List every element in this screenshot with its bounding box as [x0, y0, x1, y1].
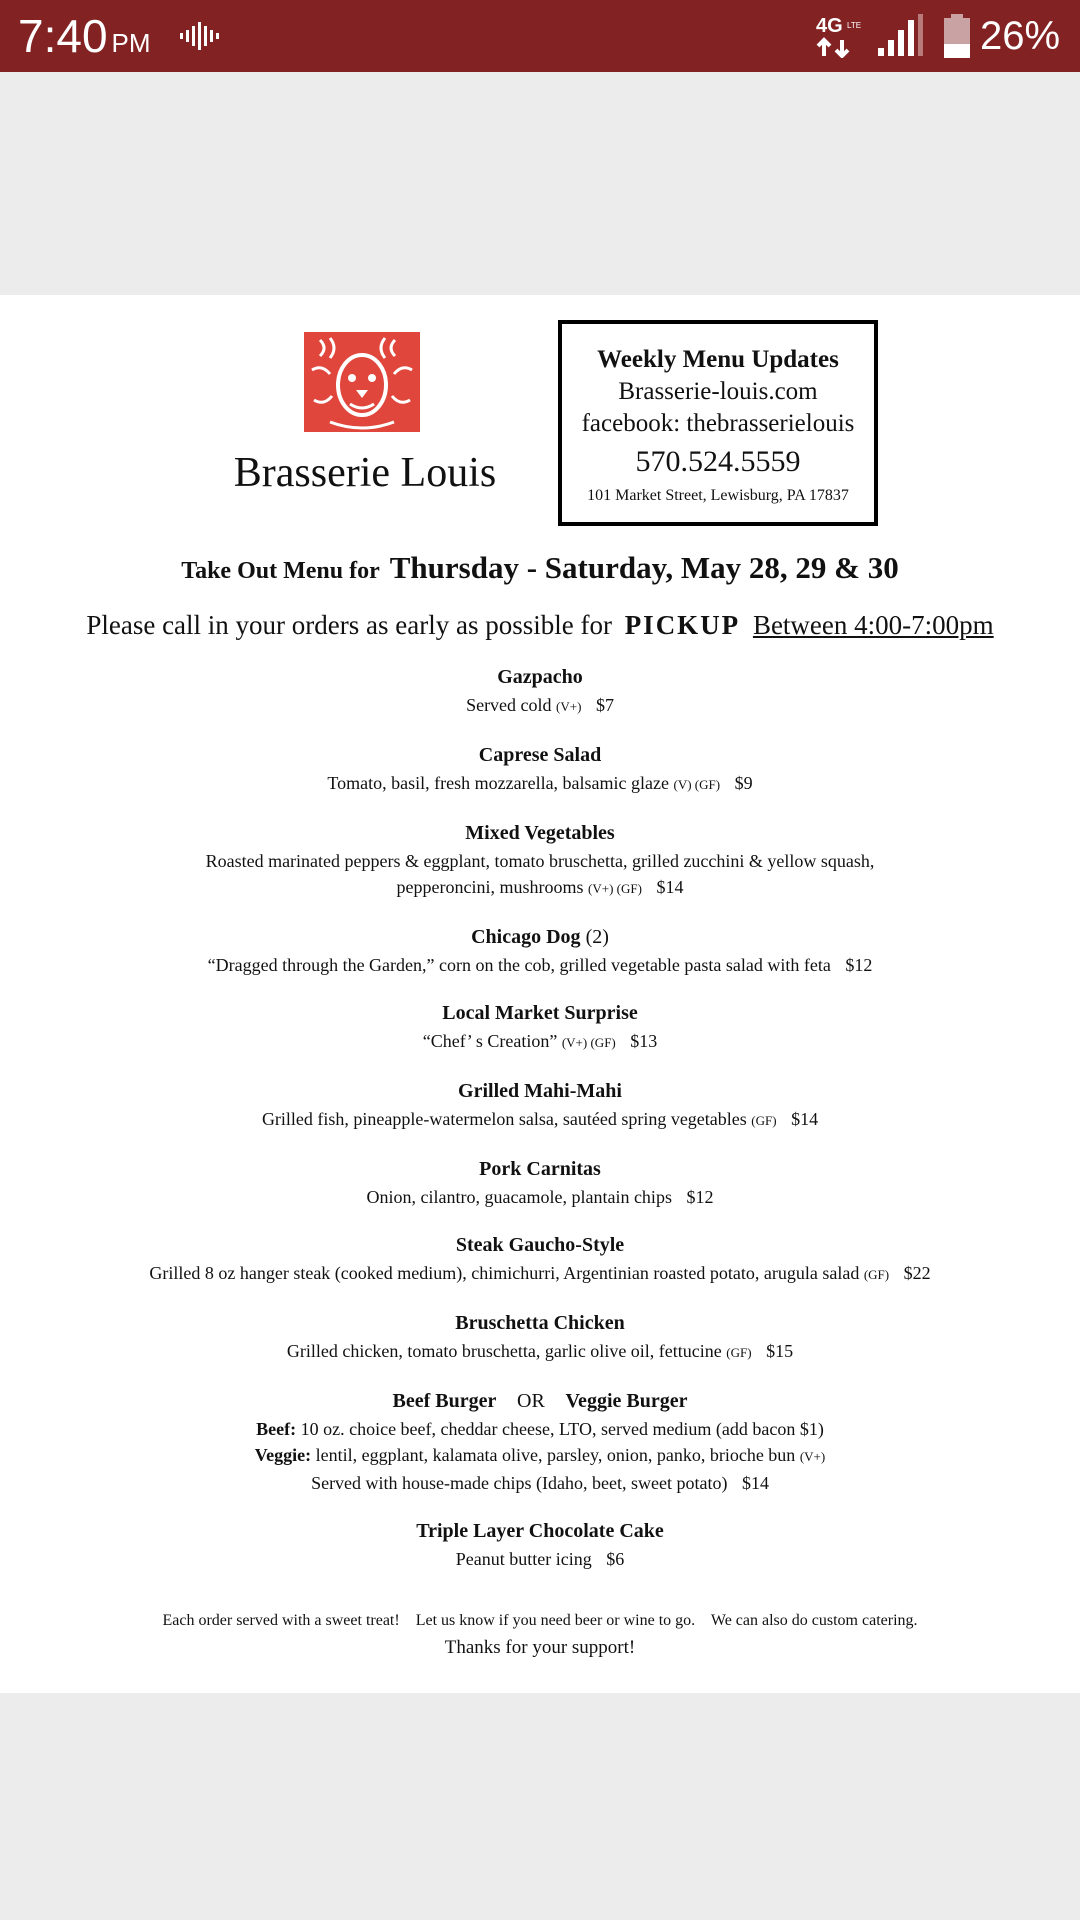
- item-name: [0, 1386, 1080, 1416]
- heading-prefix: Take Out Menu for: [181, 558, 380, 584]
- facebook-handle: facebook: thebrasserielouis: [581, 410, 855, 437]
- phone-number: 570.524.5559: [635, 445, 801, 478]
- item-name: Local Market Surprise: [442, 1002, 638, 1024]
- pickup-keyword: PICKUP: [624, 610, 741, 640]
- item-name: [0, 922, 1080, 952]
- menu-list: [0, 662, 1080, 1592]
- item-price: $12: [686, 1187, 714, 1207]
- item-price: $14: [741, 1473, 769, 1493]
- beef-desc-text: 10 oz. choice beef, cheddar cheese, LTO, served medium (add bacon $1): [300, 1419, 824, 1439]
- veggie-label: Veggie:: [254, 1445, 312, 1465]
- item-name: Grilled Mahi-Mahi: [458, 1080, 622, 1102]
- item-name-text: Chicago Dog: [471, 926, 581, 948]
- item-desc: [0, 1260, 1080, 1288]
- item-name: Gazpacho: [497, 666, 583, 688]
- address: 101 Market Street, Lewisburg, PA 17837: [587, 487, 849, 504]
- signal-icon: [876, 14, 924, 58]
- clock: [18, 8, 151, 71]
- menu-item-bruschetta-chicken: [0, 1308, 1080, 1366]
- menu-item-burger: [0, 1386, 1080, 1496]
- item-price: $13: [630, 1031, 658, 1051]
- info-box-title: Weekly Menu Updates: [597, 346, 839, 373]
- diet-tags: (V+): [556, 699, 582, 714]
- menu-item-grilled-mahi-mahi: [0, 1076, 1080, 1134]
- item-desc: [0, 1106, 1080, 1134]
- item-name: Mixed Vegetables: [465, 822, 615, 844]
- clock-time: 7:40: [18, 10, 108, 62]
- item-desc: [0, 1184, 1080, 1210]
- menu-item-gazpacho: [0, 662, 1080, 720]
- footer-notes: Each order served with a sweet treat! Let us know if you need beer or wine to go. We can also do custom catering.: [162, 1612, 918, 1629]
- website-link: Brasserie-louis.com: [618, 378, 818, 405]
- diet-tags: (V) (GF): [673, 777, 721, 792]
- svg-text:4G: 4G: [816, 15, 843, 37]
- or-separator: OR: [517, 1390, 545, 1412]
- item-name: Caprese Salad: [478, 744, 602, 766]
- item-desc: [0, 952, 1080, 978]
- menu-item-caprese-salad: [0, 740, 1080, 798]
- restaurant-name: Brasserie Louis: [233, 450, 497, 496]
- item-price: $9: [734, 773, 753, 793]
- item-desc-text: Peanut butter icing: [455, 1549, 592, 1569]
- burger-served: [0, 1470, 1080, 1496]
- diet-tags: (GF): [751, 1113, 777, 1128]
- diet-tags: (V+) (GF): [561, 1035, 616, 1050]
- clock-ampm: PM: [111, 28, 151, 58]
- item-desc-text: Onion, cilantro, guacamole, plantain chips: [366, 1187, 672, 1207]
- item-qty: (2): [585, 926, 609, 948]
- item-price: $22: [903, 1263, 931, 1283]
- status-bar: [0, 0, 1080, 72]
- pickup-window: Between 4:00-7:00pm: [752, 610, 994, 640]
- menu-item-chocolate-cake: [0, 1516, 1080, 1572]
- beef-burger-name: Beef Burger: [392, 1390, 497, 1412]
- item-desc: [0, 692, 1080, 720]
- lte-data-icon: [816, 12, 864, 58]
- item-desc-line1: Roasted marinated peppers & eggplant, tomato bruschetta, grilled zucchini & yellow squash,: [205, 851, 875, 871]
- item-desc-text: Grilled 8 oz hanger steak (cooked medium), chimichurri, Argentinian roasted potato, arugula salad: [149, 1263, 860, 1283]
- diet-tags: (GF): [726, 1345, 752, 1360]
- item-price: $15: [766, 1341, 794, 1361]
- pickup-instructions: [0, 603, 1080, 647]
- info-box: [558, 320, 878, 526]
- footer-thanks: Thanks for your support!: [444, 1637, 636, 1658]
- menu-item-mixed-vegetables: [0, 818, 1080, 902]
- item-desc-text: “Chef’ s Creation”: [422, 1031, 558, 1051]
- menu-heading: [0, 544, 1080, 595]
- item-price: $14: [656, 877, 684, 897]
- diet-tags: (V+) (GF): [588, 881, 642, 896]
- item-desc-text: pepperoncini, mushrooms: [396, 877, 584, 897]
- voicemail-wave-icon: [180, 20, 224, 52]
- item-desc: [0, 1028, 1080, 1056]
- menu-item-pork-carnitas: [0, 1154, 1080, 1210]
- item-desc-text: “Dragged through the Garden,” corn on the cob, grilled vegetable pasta salad with feta: [207, 955, 831, 975]
- item-desc-text: Served cold: [466, 695, 552, 715]
- veggie-desc-text: lentil, eggplant, kalamata olive, parsley, onion, panko, brioche bun: [315, 1445, 796, 1465]
- svg-text:LTE: LTE: [847, 21, 862, 30]
- item-name: Steak Gaucho-Style: [455, 1234, 625, 1256]
- item-desc-text: Grilled fish, pineapple-watermelon salsa, sautéed spring vegetables: [261, 1109, 747, 1129]
- item-desc-text: Grilled chicken, tomato bruschetta, garlic olive oil, fettucine: [286, 1341, 722, 1361]
- heading-dates: Thursday - Saturday, May 28, 29 & 30: [389, 550, 899, 585]
- beef-label: Beef:: [256, 1419, 297, 1439]
- item-desc: [0, 770, 1080, 798]
- battery-icon: [942, 14, 972, 58]
- item-name: Pork Carnitas: [479, 1158, 601, 1180]
- item-desc-text: Tomato, basil, fresh mozzarella, balsamic glaze: [327, 773, 670, 793]
- item-price: $12: [845, 955, 873, 975]
- menu-item-local-market-surprise: [0, 998, 1080, 1056]
- lion-logo-icon: [300, 330, 425, 435]
- diet-tags: (V+): [799, 1449, 826, 1464]
- item-price: $6: [606, 1549, 625, 1569]
- item-price: $7: [595, 695, 614, 715]
- menu-item-chicago-dog: [0, 922, 1080, 978]
- item-desc: [0, 1338, 1080, 1366]
- battery-percent: 26%: [980, 14, 1061, 58]
- diet-tags: (GF): [863, 1267, 890, 1282]
- item-price: $14: [791, 1109, 819, 1129]
- pickup-text: Please call in your orders as early as possible for: [86, 610, 612, 640]
- veggie-desc: [0, 1442, 1080, 1470]
- veggie-burger-name: Veggie Burger: [565, 1390, 688, 1412]
- item-desc: [0, 1546, 1080, 1572]
- item-desc-line2: [0, 874, 1080, 902]
- item-name: Triple Layer Chocolate Cake: [416, 1520, 664, 1542]
- served-with-text: Served with house-made chips (Idaho, beet, sweet potato): [311, 1473, 728, 1493]
- menu-item-steak-gaucho-style: [0, 1230, 1080, 1288]
- beef-desc: [0, 1416, 1080, 1442]
- menu-footer: [0, 1608, 1080, 1662]
- item-name: Bruschetta Chicken: [455, 1312, 625, 1334]
